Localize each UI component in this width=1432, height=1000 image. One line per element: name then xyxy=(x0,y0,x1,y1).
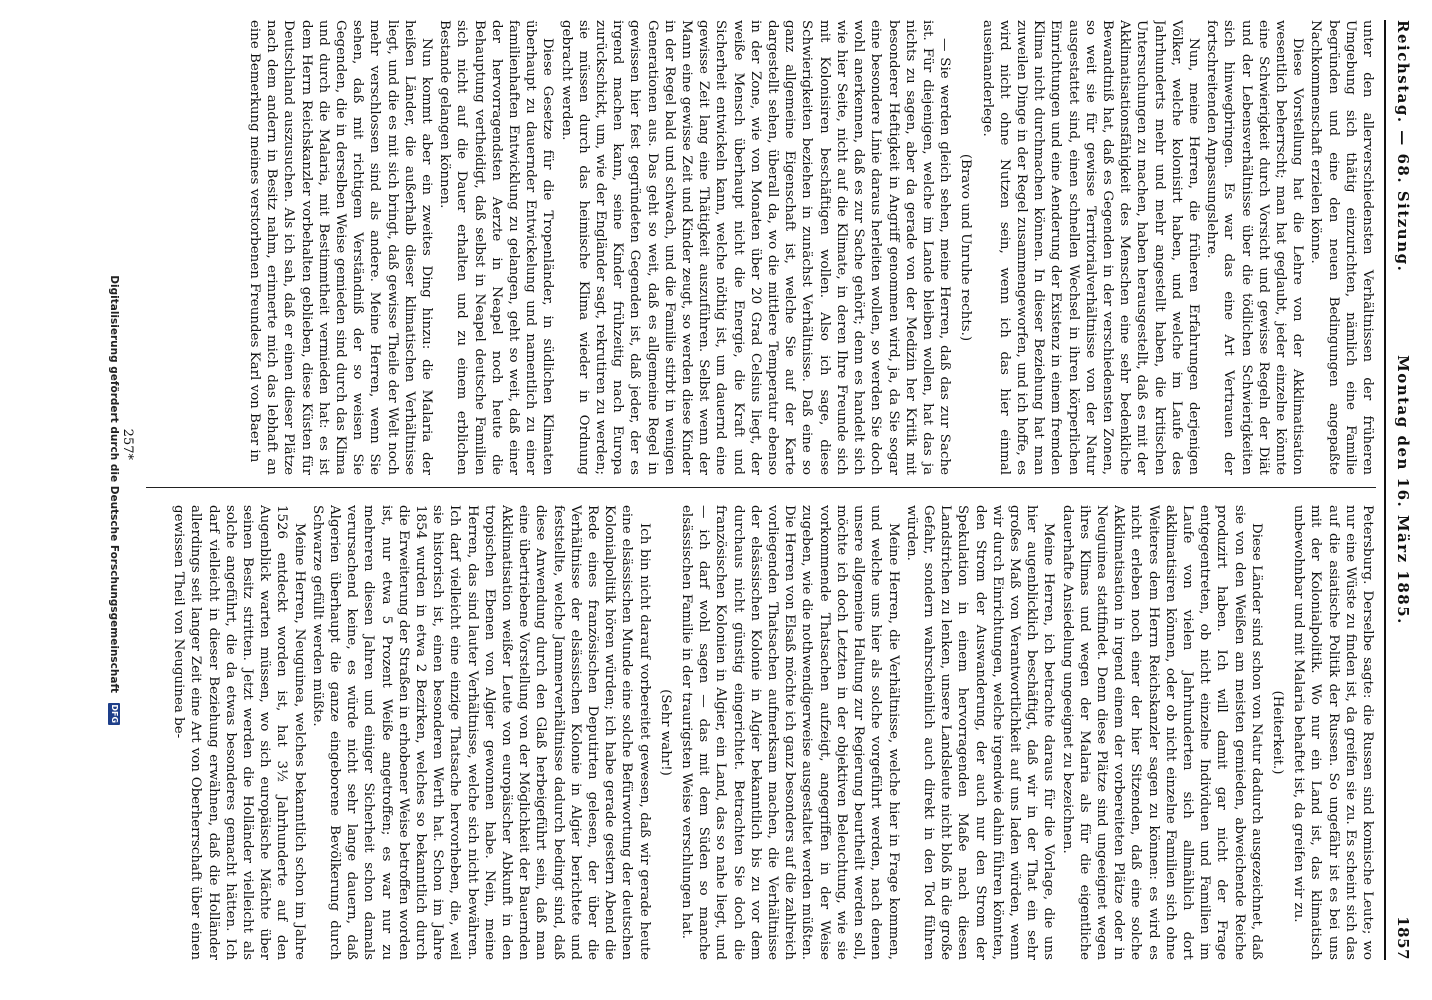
paragraph: Meine Herren, Neuguinea, welches bekanntlich schon im Jahre 1526 entdeckt worden ist, hat 3½ Jahrhunderte auf den Augenblick warten müssen, wo sich europäische Mächte über seinen Besitz stritten. Jetzt werden die Holländer vielleicht als solche angeführt, die da etwas besonderes gemacht hätten. Ich darf vielleicht in dieser Beziehung erwähnen, daß die Holländer allerdings seit langer Zeit eine Art von Oberherrschaft über einen gewissen Theil von Neuguinea be- xyxy=(171,505,307,960)
column-divider xyxy=(146,487,1376,488)
right-column xyxy=(136,505,1376,960)
left-column xyxy=(136,20,1376,475)
paragraph: — Sie werden gleich sehen, meine Herren, daß das zur Sache ist. Für diejenigen, welche im Lande bleiben wollen, hat das ja nichts zu sagen, aber da gerade von der Medizin her Kritik mit besonderer Heftigkeit in Angriff genommen wird, ja, da Sie sogar eine besondere Linie daraus herleiten wollen, so werden Sie doch wohl anerkennen, daß es zur Sache gehört; denn es handelt sich wie hier Seite, nicht auf die Klimate, in deren Ihre Freunde sich mit Kolonisiren beschäftigen wollen. Also ich sage, diese Schwierigkeiten beziehen in zunächst Verhältnisse. Daß eine so ganz allgemeine Eigenschaft ist, welche Sie auf der Karte dargestellt sehen, überall da, wo die mittlere Temperatur ebenso in der Zone, wie von Monaten über 20 Grad Celsius liegt, der weiße Mensch überhaupt nicht die Energie, die Kraft und Sicherheit entwickeln kann, welche nöthig ist, um dauernd eine gewisse Zeit lang eine Thätigkeit auszuführen. Selbst wenn der Mann eine gewisse Zeit und Kinder zeugt, so werden diese Kinder in der Regel bald und schwach, und die Familie stirbt in wenigen Generationen aus. Das geht so weit, daß es allgemeine Regel in gewissen hier fest gegründeten Gegenden ist, daß jeder, der es irgend machen kann, seine Kinder frühzeitig nach Europa zurückschickt, um, wie der Engländer sagt, rekrutiren zu werden; sie müssen durch das heimische Klima wieder in Ordnung gebracht werden. xyxy=(558,20,953,475)
header-date: Montag den 16. März 1885. xyxy=(1394,355,1412,625)
footer-text: Digitalisierung gefördert durch die Deutsche Forschungsgemeinschaft xyxy=(108,275,120,694)
header-page-number: 1857 xyxy=(1394,916,1412,960)
paragraph: Diese Vorstellung hat die Lehre von der Akklimatisation wesentlich beherrscht; man hat geglaubt, jeder einzelne könnte eine Schwierigkeit durch Vorsicht und gewisse Regeln der Diät und der Lebensverhältnisse über die tödlichen Schwierigkeiten sich hinwegbringen. Es war das eine Art Vertrauen der fortschreitenden Anpassungslehre. xyxy=(1204,20,1306,475)
digitization-footer xyxy=(104,0,120,1000)
paragraph: Diese Gesetze für die Tropenländer, in südlichen Klimaten überhaupt zu dauernder Entwickelung und namentlich zu einer familienhaften Entwicklung zu gelangen, geht so weit, daß einer der hervorragendsten Aerzte in Neapel noch heute die Behauptung vertheidigt, daß selbst in Neapel deutsche Familien sich nicht auf die Dauer erhalten und zu einem erblichen Bestande gelangen können. xyxy=(437,20,556,475)
paragraph: unter den allerverschiedensten Verhältnissen der früheren Umgebung sich thätig einzurichten, nämlich eine Familie begründen und eine den neuen Bedingungen angepaßte Nachkommenschaft erzielen könne. xyxy=(1308,20,1375,475)
page-header xyxy=(1390,20,1412,960)
interjection: (Heiterkeit.) xyxy=(1269,690,1285,775)
paragraph: Meine Herren, die Verhältnisse, welche hier in Frage kommen, und welche uns hier als solche vorgeführt werden, nach denen unsere allgemeine Haltung zur Regierung beurtheilt werden soll, möchte ich doch Letzten in der objektiven Beleuchtung, wie sie vorkommende Thatsachen aufzeigt, angegriffen in der Weise zugeben, wie die nothwendigerweise ausgestaltet werden müßten. Die Herren von Elsaß möchte ich ganz besonders auf die zahlreich vorliegenden Thatsachen aufmerksam machen, die Verhältnisse der elsässischen Kolonie in Algier bekanntlich bis zu vor dem durchaus nicht günstig eingerichtet. Betrachten Sie doch die französischen Kolonien in Algier, ein Land, das so nahe liegt, und — ich darf wohl sagen — das mit dem Süden so manche elsässischen Familie in der traurigsten Weise verschlungen hat. xyxy=(679,505,901,960)
header-session: Reichstag. — 68. Sitzung. xyxy=(1394,20,1412,273)
header-rule xyxy=(1384,20,1386,960)
paragraph: Petersburg. Derselbe sagte: die Russen sind komische Leute; wo nur eine Wüste zu finden ist, da greifen sie zu. Es scheint sich das auf die asiatische Politik der Russen. So ungefähr ist es bei uns mit der Kolonialpolitik. Wo nur ein Land ist, das klimatisch unbewohnbar und mit Malaria behaftet ist, da greifen wir zu. xyxy=(1291,505,1375,960)
paragraph: Nun, meine Herren, die früheren Erfahrungen derjenigen Völker, welche kolonisirt haben, und welche im Laufe des Jahrhunderts mehr und mehr angestellt haben, die kritischen Untersuchungen zu machen, haben herausgestellt, daß es mit der Akklimatisationsfähigkeit des Menschen eine sehr bedenkliche Bewandtniß hat, daß es Gegenden in der verschiedensten Zonen, so weit sie für gewisse Territorialverhältnisse von der Natur ausgestattet sind, einen schnellen Wechsel in ihren körperlichen Einrichtungen und eine Aenderung der Existenz in einem fremden Klima nicht durchmachen können. In dieser Beziehung hat man zuweilen Dinge in der Regel zusammengeworfen, und ich hoffe, es wird nicht ohne Nutzen sein, wenn ich das hier einmal auseinanderlege. xyxy=(979,20,1201,475)
paragraph: Meine Herren, ich betrachte daraus für die Vorlage, die uns hier augenblicklich beschäftigt, daß wir in der That ein sehr großes Maß von Verantwortlichkeit auf uns laden würden, wenn wir durch Einrichtungen, welche irgendwie dahin führen könnten, den Strom der Auswanderung, der auch nur den Strom der Spekulation in einem hervorragenden Maße nach diesen Landstrichen zu lenken, unsere Landsleute nicht bloß in die große Gefahr, sondern wahrscheinlich auch direkt in den Tod führen würden. xyxy=(903,505,1057,960)
paragraph: Ich bin nicht darauf vorbereitet gewesen, daß wir gerade heute eine elsässischen Munde eine solche Befürwortung der deutschen Kolonialpolitik hören würden; ich habe gerade gestern Abend die Rede eines französischen Deputirten gelesen, der über die Verhältnisse der elsässischen Kolonie in Algier berichtete und feststellte, welche Jammerverhältnisse dadurch bedingt sind, daß diese Anwendung durch den Glaß herbeigeführt sein, daß man eine übertriebene Vorstellung von der Möglichkeit der Bauernden Akklimatisation weißer Leute von europäischer Abkunft in den tropischen Ebenen von Algier gewonnen habe. Nein, meine Herren, das sind lauter Verhältnisse, welche sich nicht bewähren. Ich darf vielleicht eine einzige Thatsache hervorheben, die, weil sie historisch ist, einen besonderen Werth hat. Schon im Jahre 1854 wurden in etwa 2 Bezirken, welches so bekanntlich durch die Erweiterung der Straßen in erhobener Weise betroffen worden ist, nur etwa 5 Prozent Weiße angetroffen; es war nur zu mehreren diesen Jahren und einiger Sicherheit schon damals verursachend keine, es würde nicht sehr lange dauern, daß Algerien überhaupt die ganze eingeborene Bevölkerung durch Schwarze gefüllt werden müßte. xyxy=(309,505,652,960)
dfg-logo: DFG xyxy=(110,704,119,724)
interjection: (Sehr wahr!) xyxy=(657,689,673,776)
paragraph: Nun kommt aber ein zweites Ding hinzu: die Malaria der heißen Länder, die außerhalb dieser klimatischen Verhältnisse liegt, und die es mit sich bringt, daß gewisse Theile der Welt noch mehr verschlossen sind als andere. Meine Herren, wenn Sie sehen, daß mit richtigem Verständniß der so weisen Sie Gegenden, die in derselben Weise gemieden sind durch das Klima und durch die Malaria, mit Bestimmtheit vermieden hat: es ist dem Herrn Reichskanzler vorbehalten geblieben, diese Küsten für Deutschland auszusuchen. Als ich sah, daß er einen dieser Plätze nach dem andern in Besitz nahm, erinnerte mich das lebhaft an eine Bemerkung meines verstorbenen Freundes Karl von Baer in xyxy=(247,20,435,475)
document-page xyxy=(102,0,1420,1000)
interjection: (Bravo und Unruhe rechts.) xyxy=(958,153,974,342)
paragraph: Diese Länder sind schon von Natur dadurch ausgezeichnet, daß sie von den Weißen am meisten gemieden, abweichende Reiche produzirt haben. Ich will damit gar nicht der Frage entgegentreten, ob nicht einzelne Individuen und Familien im Laufe von vielen Jahrhunderten sich allmählich dort akklimatisiren können, oder ob nicht einzelne Familien sich ohne Weiteres dem Herrn Reichskanzler sagen zu können: es wird es nicht erleben noch einer der hier Sitzenden, daß eine solche Akklimatisation in irgend einem der vorbereiteten Plätze oder in Neuguinea stattfindet. Denn diese Plätze sind ungeeignet wegen ihres Klimas und wegen der Malaria als für die eigentliche dauerhafte Ansiedelung ungeeignet zu bezeichnen. xyxy=(1059,505,1264,960)
signature-mark: 257* xyxy=(120,428,135,460)
